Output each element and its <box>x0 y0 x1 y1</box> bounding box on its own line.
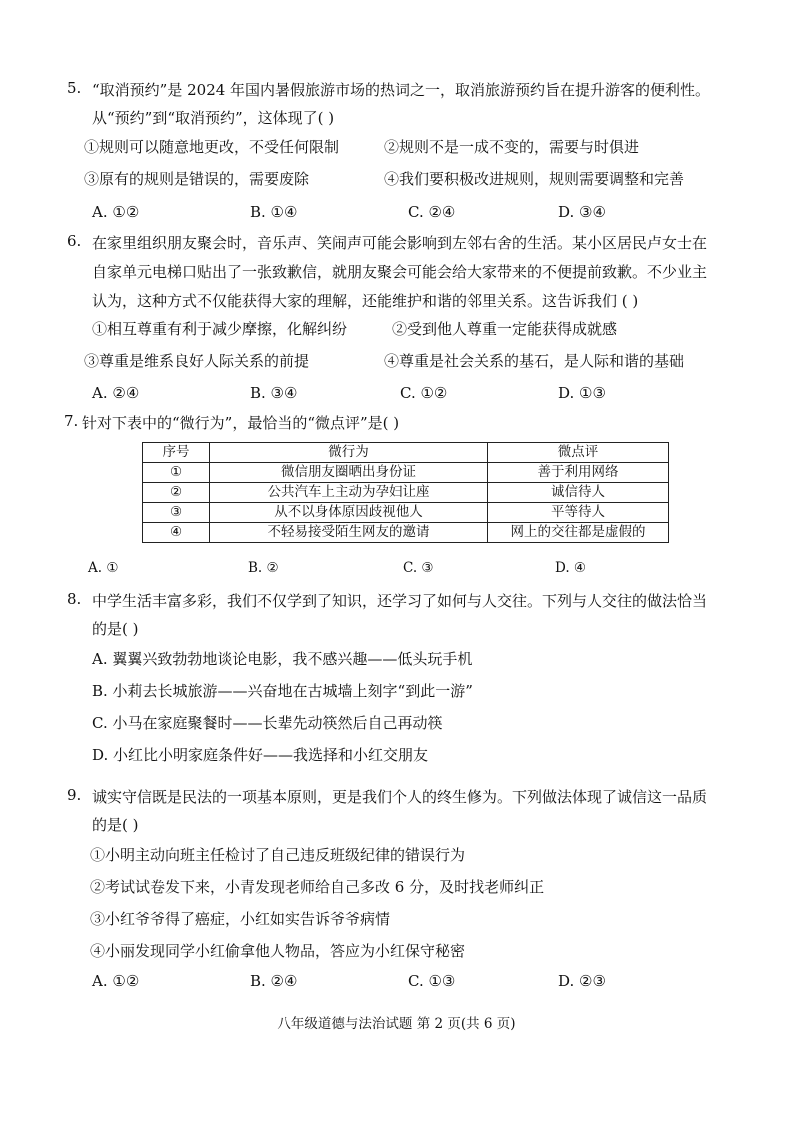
choice-a: A. ①② <box>92 972 140 990</box>
statement: ③小红爷爷得了癌症，小红如实告诉爷爷病情 <box>90 910 391 928</box>
choice-d: D. ④ <box>555 560 587 576</box>
table-cell: ③ <box>143 503 210 523</box>
statement: ④尊重是社会关系的基石，是人际和谐的基础 <box>384 352 685 370</box>
table-cell: ④ <box>143 523 210 543</box>
choice-b: B. 小莉去长城旅游——兴奋地在古城墙上刻字“到此一游” <box>92 682 473 700</box>
header-cell: 微行为 <box>210 443 488 463</box>
question-stem: 的是( ) <box>92 620 139 638</box>
question-number: 8. <box>67 590 82 608</box>
question-stem: 诚实守信既是民法的一项基本原则，更是我们个人的终生修为。下列做法体现了诚信这一品质 <box>92 788 708 806</box>
choice-b: B. ③④ <box>250 384 298 402</box>
choice-d: D. ①③ <box>558 384 606 402</box>
choice-d: D. ②③ <box>558 972 606 990</box>
question-stem: 认为，这种方式不仅能获得大家的理解，还能维护和谐的邻里关系。这告诉我们 ( ) <box>92 292 639 310</box>
choice-a: A. ②④ <box>92 384 140 402</box>
question-number: 9. <box>67 786 82 804</box>
question-stem: 自家单元电梯口贴出了一张致歉信，就朋友聚会可能会给大家带来的不便提前致歉。不少业主 <box>92 263 708 281</box>
table-header-row <box>143 443 669 463</box>
statement: ①规则可以随意地更改，不受任何限制 <box>84 138 340 156</box>
choice-c: C. ③ <box>403 560 434 576</box>
choice-b: B. ②④ <box>250 972 298 990</box>
table-row <box>143 503 669 523</box>
statement: ③原有的规则是错误的，需要废除 <box>84 170 310 188</box>
table-row <box>143 483 669 503</box>
question-stem: 的是( ) <box>92 816 139 834</box>
table-cell: ② <box>143 483 210 503</box>
choice-c: C. ①② <box>400 384 448 402</box>
page-footer: 八年级道德与法治试题 第 2 页(共 6 页) <box>277 1016 516 1032</box>
choice-a: A. ① <box>88 560 119 576</box>
table-cell: 公共汽车上主动为孕妇让座 <box>210 483 488 503</box>
statement: ④我们要积极改进规则，规则需要调整和完善 <box>384 170 685 188</box>
table-cell: 不轻易接受陌生网友的邀请 <box>210 523 488 543</box>
choice-b: B. ①④ <box>250 203 298 221</box>
question-stem: “取消预约”是 2024 年国内暑假旅游市场的热词之一，取消旅游预约旨在提升游客的便利性。 <box>92 81 711 99</box>
statement: ②受到他人尊重一定能获得成就感 <box>392 320 618 338</box>
choice-d: D. 小红比小明家庭条件好——我选择和小红交朋友 <box>92 746 429 764</box>
behavior-table <box>142 442 669 543</box>
table-cell: 平等待人 <box>488 503 669 523</box>
statement: ①小明主动向班主任检讨了自己违反班级纪律的错误行为 <box>90 846 466 864</box>
statement: ②考试试卷发下来，小青发现老师给自己多改 6 分，及时找老师纠正 <box>90 878 545 896</box>
table-cell: ① <box>143 463 210 483</box>
table-cell: 微信朋友圈晒出身份证 <box>210 463 488 483</box>
question-stem: 在家里组织朋友聚会时，音乐声、笑闹声可能会影响到左邻右舍的生活。某小区居民卢女士在 <box>92 234 708 252</box>
question-stem: 从“预约”到“取消预约”，这体现了( ) <box>92 109 335 127</box>
header-cell: 序号 <box>143 443 210 463</box>
choice-c: C. 小马在家庭聚餐时——长辈先动筷然后自己再动筷 <box>92 714 443 732</box>
table-cell: 诚信待人 <box>488 483 669 503</box>
table-row <box>143 523 669 543</box>
choice-b: B. ② <box>248 560 279 576</box>
choice-c: C. ①③ <box>408 972 456 990</box>
choice-a: A. ①② <box>92 203 140 221</box>
statement: ②规则不是一成不变的，需要与时俱进 <box>384 138 640 156</box>
table-cell: 从不以身体原因歧视他人 <box>210 503 488 523</box>
statement: ③尊重是维系良好人际关系的前提 <box>84 352 310 370</box>
header-cell: 微点评 <box>488 443 669 463</box>
question-stem: 中学生活丰富多彩，我们不仅学到了知识，还学习了如何与人交往。下列与人交往的做法恰当 <box>92 592 708 610</box>
question-stem: 针对下表中的“微行为”，最恰当的“微点评”是( ) <box>82 414 400 432</box>
choice-c: C. ②④ <box>408 203 456 221</box>
question-number: 6. <box>67 232 82 250</box>
choice-d: D. ③④ <box>558 203 606 221</box>
question-number: 5. <box>67 79 82 97</box>
table-row <box>143 463 669 483</box>
statement: ①相互尊重有利于减少摩擦，化解纠纷 <box>92 320 348 338</box>
choice-a: A. 翼翼兴致勃勃地谈论电影，我不感兴趣——低头玩手机 <box>92 650 473 668</box>
statement: ④小丽发现同学小红偷拿他人物品，答应为小红保守秘密 <box>90 942 466 960</box>
table-cell: 网上的交往都是虚假的 <box>488 523 669 543</box>
question-number: 7. <box>64 412 79 430</box>
table-cell: 善于利用网络 <box>488 463 669 483</box>
